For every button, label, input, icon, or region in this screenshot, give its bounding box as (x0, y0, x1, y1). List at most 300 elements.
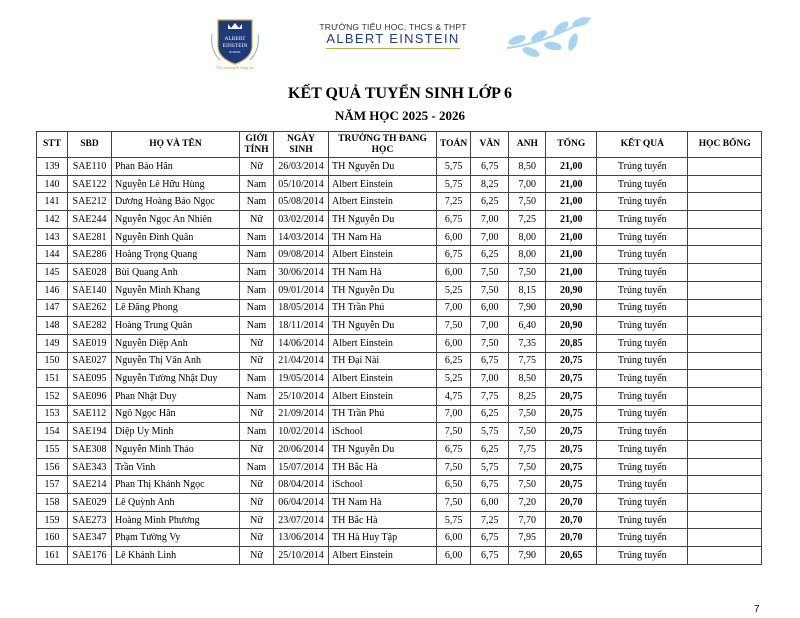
cell-english: 7,50 (509, 405, 546, 423)
cell-dob: 09/08/2014 (274, 246, 329, 264)
page-title: KẾT QUẢ TUYỂN SINH LỚP 6 (288, 85, 512, 102)
cell-stt: 155 (37, 441, 68, 459)
cell-math: 6,75 (437, 211, 471, 229)
cell-result: Trúng tuyển (597, 211, 688, 229)
cell-total: 20,75 (546, 405, 597, 423)
cell-name: Phan Nhật Duy (112, 387, 240, 405)
cell-literature: 7,00 (471, 211, 509, 229)
cell-english: 7,50 (509, 193, 546, 211)
svg-text:ALBERT: ALBERT (224, 36, 246, 42)
cell-math: 5,75 (437, 511, 471, 529)
cell-literature: 6,75 (471, 352, 509, 370)
cell-english: 7,50 (509, 264, 546, 282)
cell-sbd: SAE347 (68, 529, 112, 547)
cell-scholarship (688, 158, 762, 176)
cell-scholarship (688, 317, 762, 335)
table-row (37, 458, 762, 476)
cell-school: iSchool (329, 476, 437, 494)
cell-name: Nguyễn Diệp Anh (112, 334, 240, 352)
cell-school: TH Trần Phú (329, 299, 437, 317)
cell-scholarship (688, 352, 762, 370)
results-table (36, 131, 762, 565)
cell-gender: Nữ (240, 441, 274, 459)
cell-name: Phan Thị Khánh Ngọc (112, 476, 240, 494)
cell-total: 20,75 (546, 387, 597, 405)
table-row (37, 511, 762, 529)
cell-result: Trúng tuyển (597, 175, 688, 193)
column-header: TOÁN (437, 132, 471, 158)
cell-stt: 154 (37, 423, 68, 441)
cell-total: 21,00 (546, 228, 597, 246)
cell-english: 8,00 (509, 228, 546, 246)
cell-english: 7,50 (509, 458, 546, 476)
table-row (37, 441, 762, 459)
cell-literature: 7,50 (471, 281, 509, 299)
cell-stt: 148 (37, 317, 68, 335)
cell-total: 21,00 (546, 246, 597, 264)
cell-name: Hoàng Trọng Quang (112, 246, 240, 264)
column-header: SBD (68, 132, 112, 158)
cell-result: Trúng tuyển (597, 158, 688, 176)
cell-english: 7,70 (509, 511, 546, 529)
cell-total: 20,85 (546, 334, 597, 352)
cell-name: Hoàng Minh Phương (112, 511, 240, 529)
cell-literature: 7,75 (471, 387, 509, 405)
cell-result: Trúng tuyển (597, 246, 688, 264)
cell-name: Nguyễn Tường Nhật Duy (112, 370, 240, 388)
cell-math: 5,25 (437, 281, 471, 299)
cell-literature: 7,50 (471, 264, 509, 282)
cell-scholarship (688, 193, 762, 211)
cell-name: Phạm Tường Vy (112, 529, 240, 547)
cell-math: 7,50 (437, 423, 471, 441)
table-row (37, 529, 762, 547)
cell-sbd: SAE029 (68, 494, 112, 512)
cell-sbd: SAE140 (68, 281, 112, 299)
table-row (37, 299, 762, 317)
cell-school: Albert Einstein (329, 246, 437, 264)
cell-dob: 20/06/2014 (274, 441, 329, 459)
cell-dob: 10/02/2014 (274, 423, 329, 441)
cell-name: Ngô Ngọc Hân (112, 405, 240, 423)
cell-dob: 03/02/2014 (274, 211, 329, 229)
cell-stt: 156 (37, 458, 68, 476)
cell-gender: Nữ (240, 334, 274, 352)
cell-dob: 05/08/2014 (274, 193, 329, 211)
cell-gender: Nam (240, 228, 274, 246)
table-row (37, 175, 762, 193)
cell-total: 21,00 (546, 175, 597, 193)
cell-school: Albert Einstein (329, 387, 437, 405)
cell-gender: Nữ (240, 405, 274, 423)
cell-gender: Nam (240, 264, 274, 282)
table-row (37, 264, 762, 282)
cell-name: Bùi Quang Anh (112, 264, 240, 282)
table-row (37, 228, 762, 246)
cell-sbd: SAE095 (68, 370, 112, 388)
cell-stt: 146 (37, 281, 68, 299)
cell-school: TH Nguyễn Du (329, 317, 437, 335)
cell-result: Trúng tuyển (597, 370, 688, 388)
cell-math: 4,75 (437, 387, 471, 405)
cell-dob: 09/01/2014 (274, 281, 329, 299)
cell-dob: 25/10/2014 (274, 387, 329, 405)
cell-stt: 153 (37, 405, 68, 423)
cell-stt: 140 (37, 175, 68, 193)
cell-sbd: SAE019 (68, 334, 112, 352)
cell-math: 7,25 (437, 193, 471, 211)
cell-result: Trúng tuyển (597, 441, 688, 459)
cell-total: 20,75 (546, 352, 597, 370)
cell-gender: Nữ (240, 494, 274, 512)
cell-gender: Nữ (240, 352, 274, 370)
cell-scholarship (688, 405, 762, 423)
cell-literature: 6,75 (471, 529, 509, 547)
cell-school: Albert Einstein (329, 193, 437, 211)
cell-name: Lê Đăng Phong (112, 299, 240, 317)
cell-english: 7,95 (509, 529, 546, 547)
column-header: TRƯỜNG TH ĐANG HỌC (329, 132, 437, 158)
cell-dob: 13/06/2014 (274, 529, 329, 547)
cell-school: TH Nguyễn Du (329, 441, 437, 459)
cell-english: 8,50 (509, 158, 546, 176)
cell-stt: 161 (37, 547, 68, 565)
cell-sbd: SAE244 (68, 211, 112, 229)
cell-result: Trúng tuyển (597, 228, 688, 246)
cell-stt: 159 (37, 511, 68, 529)
cell-dob: 05/10/2014 (274, 175, 329, 193)
cell-stt: 158 (37, 494, 68, 512)
cell-scholarship (688, 370, 762, 388)
table-row (37, 246, 762, 264)
cell-total: 21,00 (546, 158, 597, 176)
cell-total: 20,75 (546, 476, 597, 494)
cell-result: Trúng tuyển (597, 352, 688, 370)
cell-total: 21,00 (546, 264, 597, 282)
table-row (37, 476, 762, 494)
cell-math: 6,75 (437, 441, 471, 459)
table-row (37, 423, 762, 441)
cell-gender: Nữ (240, 211, 274, 229)
cell-english: 8,25 (509, 387, 546, 405)
cell-total: 20,70 (546, 494, 597, 512)
column-header: GIỚI TÍNH (240, 132, 274, 158)
cell-dob: 21/09/2014 (274, 405, 329, 423)
column-header: HỌ VÀ TÊN (112, 132, 240, 158)
cell-english: 7,75 (509, 352, 546, 370)
cell-sbd: SAE212 (68, 193, 112, 211)
cell-scholarship (688, 299, 762, 317)
cell-english: 7,90 (509, 547, 546, 565)
cell-result: Trúng tuyển (597, 264, 688, 282)
table-row (37, 405, 762, 423)
cell-math: 7,50 (437, 317, 471, 335)
cell-math: 6,00 (437, 264, 471, 282)
cell-sbd: SAE112 (68, 405, 112, 423)
cell-school: TH Trần Phú (329, 405, 437, 423)
cell-gender: Nam (240, 423, 274, 441)
cell-literature: 6,00 (471, 299, 509, 317)
table-row (37, 334, 762, 352)
cell-dob: 14/06/2014 (274, 334, 329, 352)
cell-scholarship (688, 387, 762, 405)
cell-total: 20,90 (546, 299, 597, 317)
cell-literature: 5,75 (471, 458, 509, 476)
cell-sbd: SAE343 (68, 458, 112, 476)
column-header: NGÀY SINH (274, 132, 329, 158)
cell-gender: Nam (240, 317, 274, 335)
svg-text:Yêu thương & Sáng tạo: Yêu thương & Sáng tạo (215, 65, 255, 70)
table-row (37, 317, 762, 335)
table-row (37, 211, 762, 229)
cell-stt: 139 (37, 158, 68, 176)
cell-dob: 18/05/2014 (274, 299, 329, 317)
cell-math: 7,50 (437, 494, 471, 512)
cell-math: 6,25 (437, 352, 471, 370)
cell-name: Nguyễn Ngọc An Nhiên (112, 211, 240, 229)
cell-school: Albert Einstein (329, 370, 437, 388)
cell-school: TH Nguyễn Du (329, 281, 437, 299)
cell-dob: 18/11/2014 (274, 317, 329, 335)
cell-math: 5,75 (437, 158, 471, 176)
cell-sbd: SAE110 (68, 158, 112, 176)
cell-scholarship (688, 228, 762, 246)
cell-stt: 149 (37, 334, 68, 352)
cell-scholarship (688, 246, 762, 264)
cell-english: 8,00 (509, 246, 546, 264)
cell-gender: Nam (240, 175, 274, 193)
cell-scholarship (688, 211, 762, 229)
cell-literature: 5,75 (471, 423, 509, 441)
cell-literature: 7,50 (471, 334, 509, 352)
cell-literature: 8,25 (471, 175, 509, 193)
cell-dob: 19/05/2014 (274, 370, 329, 388)
cell-math: 6,00 (437, 547, 471, 565)
cell-sbd: SAE282 (68, 317, 112, 335)
cell-result: Trúng tuyển (597, 458, 688, 476)
cell-gender: Nam (240, 370, 274, 388)
cell-school: Albert Einstein (329, 175, 437, 193)
cell-total: 20,75 (546, 458, 597, 476)
cell-scholarship (688, 264, 762, 282)
cell-sbd: SAE122 (68, 175, 112, 193)
cell-english: 7,75 (509, 441, 546, 459)
cell-stt: 157 (37, 476, 68, 494)
school-line1: TRƯỜNG TIỂU HỌC, THCS & THPT (319, 22, 467, 32)
cell-sbd: SAE273 (68, 511, 112, 529)
cell-total: 20,75 (546, 370, 597, 388)
table-row (37, 158, 762, 176)
cell-result: Trúng tuyển (597, 405, 688, 423)
cell-scholarship (688, 547, 762, 565)
cell-result: Trúng tuyển (597, 281, 688, 299)
cell-literature: 7,00 (471, 228, 509, 246)
olive-branch-icon (503, 14, 595, 64)
cell-total: 20,90 (546, 317, 597, 335)
cell-gender: Nữ (240, 476, 274, 494)
cell-literature: 6,25 (471, 441, 509, 459)
cell-stt: 160 (37, 529, 68, 547)
cell-math: 6,00 (437, 529, 471, 547)
cell-scholarship (688, 175, 762, 193)
cell-english: 7,25 (509, 211, 546, 229)
divider (326, 48, 460, 49)
cell-total: 20,75 (546, 423, 597, 441)
svg-text:SCHOOL: SCHOOL (228, 50, 242, 54)
cell-dob: 08/04/2014 (274, 476, 329, 494)
cell-stt: 147 (37, 299, 68, 317)
cell-result: Trúng tuyển (597, 193, 688, 211)
cell-english: 7,50 (509, 476, 546, 494)
cell-school: TH Nguyễn Du (329, 211, 437, 229)
cell-gender: Nam (240, 458, 274, 476)
column-header: ANH (509, 132, 546, 158)
cell-school: TH Bắc Hà (329, 511, 437, 529)
cell-math: 6,50 (437, 476, 471, 494)
cell-scholarship (688, 334, 762, 352)
cell-literature: 6,25 (471, 405, 509, 423)
cell-literature: 7,00 (471, 317, 509, 335)
table-row (37, 352, 762, 370)
cell-school: TH Đại Nài (329, 352, 437, 370)
cell-school: TH Hà Huy Tập (329, 529, 437, 547)
cell-dob: 14/03/2014 (274, 228, 329, 246)
school-name-logo (318, 22, 468, 49)
cell-total: 20,90 (546, 281, 597, 299)
cell-literature: 6,00 (471, 494, 509, 512)
cell-gender: Nam (240, 387, 274, 405)
cell-literature: 6,75 (471, 158, 509, 176)
cell-math: 6,00 (437, 334, 471, 352)
column-header: KẾT QUẢ (597, 132, 688, 158)
cell-dob: 06/04/2014 (274, 494, 329, 512)
column-header: TỔNG (546, 132, 597, 158)
cell-math: 6,00 (437, 228, 471, 246)
cell-name: Nguyễn Minh Thảo (112, 441, 240, 459)
cell-name: Lê Khánh Linh (112, 547, 240, 565)
cell-dob: 23/07/2014 (274, 511, 329, 529)
table-row (37, 547, 762, 565)
cell-dob: 25/10/2014 (274, 547, 329, 565)
cell-result: Trúng tuyển (597, 511, 688, 529)
cell-english: 6,40 (509, 317, 546, 335)
column-header: STT (37, 132, 68, 158)
table-row (37, 370, 762, 388)
cell-gender: Nam (240, 281, 274, 299)
cell-dob: 21/04/2014 (274, 352, 329, 370)
cell-literature: 6,25 (471, 246, 509, 264)
cell-gender: Nam (240, 193, 274, 211)
cell-school: TH Nam Hà (329, 228, 437, 246)
cell-sbd: SAE281 (68, 228, 112, 246)
cell-result: Trúng tuyển (597, 494, 688, 512)
cell-sbd: SAE028 (68, 264, 112, 282)
cell-gender: Nữ (240, 547, 274, 565)
cell-school: Albert Einstein (329, 547, 437, 565)
table-row (37, 494, 762, 512)
cell-scholarship (688, 423, 762, 441)
cell-scholarship (688, 511, 762, 529)
cell-scholarship (688, 476, 762, 494)
cell-result: Trúng tuyển (597, 387, 688, 405)
cell-result: Trúng tuyển (597, 423, 688, 441)
cell-name: Trần Vinh (112, 458, 240, 476)
cell-stt: 152 (37, 387, 68, 405)
cell-name: Nguyễn Lê Hữu Hùng (112, 175, 240, 193)
cell-scholarship (688, 458, 762, 476)
cell-total: 20,65 (546, 547, 597, 565)
cell-math: 6,75 (437, 246, 471, 264)
cell-scholarship (688, 281, 762, 299)
school-line2: ALBERT EINSTEIN (326, 31, 460, 46)
cell-dob: 30/06/2014 (274, 264, 329, 282)
cell-school: TH Bắc Hà (329, 458, 437, 476)
cell-english: 7,50 (509, 423, 546, 441)
page-number: 7 (754, 604, 760, 615)
cell-stt: 144 (37, 246, 68, 264)
cell-english: 7,00 (509, 175, 546, 193)
cell-school: TH Nguyễn Du (329, 158, 437, 176)
cell-sbd: SAE286 (68, 246, 112, 264)
cell-name: Nguyễn Đình Quân (112, 228, 240, 246)
cell-total: 20,70 (546, 511, 597, 529)
cell-sbd: SAE027 (68, 352, 112, 370)
cell-literature: 6,75 (471, 476, 509, 494)
table-row (37, 193, 762, 211)
cell-scholarship (688, 441, 762, 459)
cell-gender: Nam (240, 299, 274, 317)
cell-total: 21,00 (546, 193, 597, 211)
cell-english: 7,20 (509, 494, 546, 512)
cell-stt: 142 (37, 211, 68, 229)
cell-school: TH Nam Hà (329, 264, 437, 282)
cell-math: 5,25 (437, 370, 471, 388)
cell-math: 7,00 (437, 405, 471, 423)
cell-scholarship (688, 494, 762, 512)
cell-name: Nguyễn Thị Vân Anh (112, 352, 240, 370)
cell-sbd: SAE176 (68, 547, 112, 565)
cell-english: 8,15 (509, 281, 546, 299)
cell-total: 20,70 (546, 529, 597, 547)
column-header: VĂN (471, 132, 509, 158)
cell-result: Trúng tuyển (597, 299, 688, 317)
cell-gender: Nam (240, 246, 274, 264)
cell-school: iSchool (329, 423, 437, 441)
svg-text:EINSTEIN: EINSTEIN (222, 43, 248, 49)
cell-english: 8,50 (509, 370, 546, 388)
cell-result: Trúng tuyển (597, 476, 688, 494)
cell-sbd: SAE262 (68, 299, 112, 317)
cell-dob: 26/03/2014 (274, 158, 329, 176)
cell-stt: 150 (37, 352, 68, 370)
cell-result: Trúng tuyển (597, 529, 688, 547)
cell-gender: Nữ (240, 158, 274, 176)
cell-english: 7,90 (509, 299, 546, 317)
cell-name: Nguyễn Minh Khang (112, 281, 240, 299)
cell-stt: 151 (37, 370, 68, 388)
cell-name: Phan Bảo Hân (112, 158, 240, 176)
cell-sbd: SAE096 (68, 387, 112, 405)
cell-literature: 6,25 (471, 193, 509, 211)
cell-literature: 6,75 (471, 547, 509, 565)
cell-stt: 141 (37, 193, 68, 211)
cell-result: Trúng tuyển (597, 547, 688, 565)
cell-scholarship (688, 529, 762, 547)
cell-total: 20,75 (546, 441, 597, 459)
cell-dob: 15/07/2014 (274, 458, 329, 476)
cell-name: Diệp Uy Minh (112, 423, 240, 441)
cell-stt: 145 (37, 264, 68, 282)
